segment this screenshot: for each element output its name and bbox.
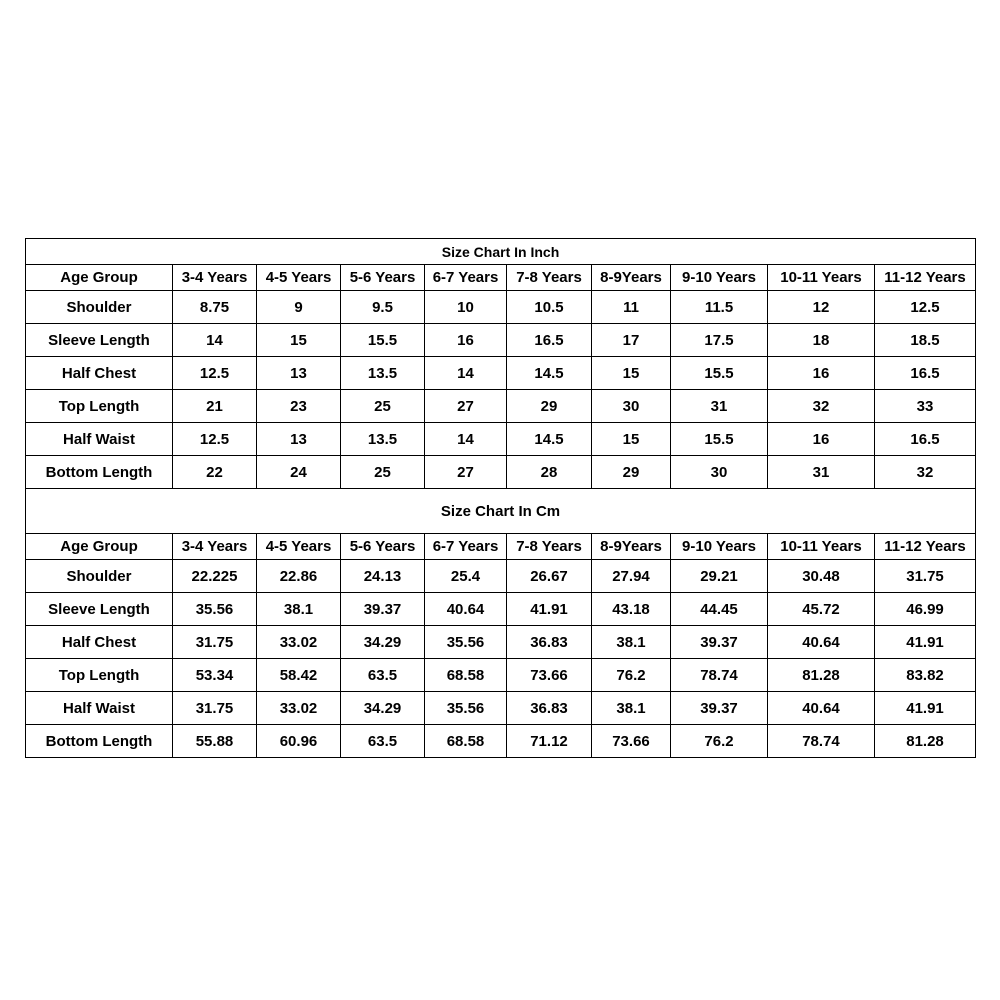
measurement-value-cell: 73.66: [507, 659, 592, 692]
measurement-value-cell: 13: [257, 357, 341, 390]
measurement-value-cell: 41.91: [875, 692, 976, 725]
measurement-value-cell: 11.5: [671, 291, 768, 324]
measurement-value-cell: 60.96: [257, 725, 341, 758]
measurement-value-cell: 78.74: [768, 725, 875, 758]
header-age-cell: 11-12 Years: [875, 534, 976, 560]
measurement-value-cell: 22.225: [173, 560, 257, 593]
measurement-label-cell: Sleeve Length: [26, 593, 173, 626]
measurement-value-cell: 33: [875, 390, 976, 423]
measurement-value-cell: 17.5: [671, 324, 768, 357]
table-row: [26, 291, 976, 324]
header-age-cell: 10-11 Years: [768, 265, 875, 291]
measurement-label-cell: Half Waist: [26, 692, 173, 725]
measurement-value-cell: 39.37: [671, 626, 768, 659]
header-age-cell: 8-9Years: [592, 534, 671, 560]
measurement-value-cell: 45.72: [768, 593, 875, 626]
table-title: Size Chart In Cm: [26, 489, 976, 534]
measurement-value-cell: 27: [425, 390, 507, 423]
measurement-value-cell: 46.99: [875, 593, 976, 626]
measurement-value-cell: 38.1: [592, 692, 671, 725]
measurement-value-cell: 24: [257, 456, 341, 489]
measurement-value-cell: 55.88: [173, 725, 257, 758]
header-age-cell: 3-4 Years: [173, 265, 257, 291]
measurement-value-cell: 36.83: [507, 626, 592, 659]
measurement-value-cell: 30: [671, 456, 768, 489]
measurement-value-cell: 40.64: [768, 692, 875, 725]
measurement-value-cell: 31.75: [875, 560, 976, 593]
measurement-value-cell: 16.5: [507, 324, 592, 357]
table-row: [26, 560, 976, 593]
measurement-value-cell: 29: [592, 456, 671, 489]
measurement-value-cell: 81.28: [875, 725, 976, 758]
measurement-value-cell: 29.21: [671, 560, 768, 593]
measurement-value-cell: 76.2: [592, 659, 671, 692]
measurement-value-cell: 73.66: [592, 725, 671, 758]
measurement-value-cell: 16.5: [875, 357, 976, 390]
header-age-cell: 10-11 Years: [768, 534, 875, 560]
measurement-value-cell: 17: [592, 324, 671, 357]
measurement-label-cell: Top Length: [26, 390, 173, 423]
measurement-value-cell: 18: [768, 324, 875, 357]
measurement-value-cell: 23: [257, 390, 341, 423]
measurement-value-cell: 15.5: [341, 324, 425, 357]
measurement-value-cell: 8.75: [173, 291, 257, 324]
measurement-value-cell: 14: [425, 423, 507, 456]
measurement-value-cell: 15.5: [671, 357, 768, 390]
measurement-label-cell: Top Length: [26, 659, 173, 692]
measurement-value-cell: 16: [768, 423, 875, 456]
header-age-cell: 6-7 Years: [425, 534, 507, 560]
header-label-cell: Age Group: [26, 265, 173, 291]
measurement-value-cell: 13: [257, 423, 341, 456]
measurement-label-cell: Half Chest: [26, 357, 173, 390]
measurement-value-cell: 10: [425, 291, 507, 324]
measurement-value-cell: 12.5: [875, 291, 976, 324]
measurement-value-cell: 41.91: [507, 593, 592, 626]
measurement-value-cell: 10.5: [507, 291, 592, 324]
size-chart: [25, 238, 975, 758]
measurement-value-cell: 34.29: [341, 626, 425, 659]
header-row: [26, 534, 976, 560]
header-age-cell: 4-5 Years: [257, 534, 341, 560]
measurement-value-cell: 12.5: [173, 357, 257, 390]
measurement-value-cell: 53.34: [173, 659, 257, 692]
measurement-value-cell: 31: [768, 456, 875, 489]
measurement-label-cell: Sleeve Length: [26, 324, 173, 357]
header-age-cell: 7-8 Years: [507, 265, 592, 291]
measurement-label-cell: Bottom Length: [26, 725, 173, 758]
measurement-value-cell: 33.02: [257, 692, 341, 725]
table-title: Size Chart In Inch: [26, 239, 976, 265]
measurement-label-cell: Half Chest: [26, 626, 173, 659]
measurement-value-cell: 30: [592, 390, 671, 423]
measurement-value-cell: 12: [768, 291, 875, 324]
table-row: [26, 725, 976, 758]
measurement-value-cell: 14.5: [507, 423, 592, 456]
header-age-cell: 4-5 Years: [257, 265, 341, 291]
measurement-value-cell: 15: [592, 357, 671, 390]
measurement-value-cell: 24.13: [341, 560, 425, 593]
measurement-value-cell: 32: [875, 456, 976, 489]
measurement-value-cell: 39.37: [341, 593, 425, 626]
measurement-value-cell: 9.5: [341, 291, 425, 324]
measurement-value-cell: 14: [425, 357, 507, 390]
measurement-value-cell: 22.86: [257, 560, 341, 593]
measurement-value-cell: 21: [173, 390, 257, 423]
table-row: [26, 593, 976, 626]
size-chart-table: [25, 238, 976, 758]
header-age-cell: 5-6 Years: [341, 265, 425, 291]
measurement-value-cell: 71.12: [507, 725, 592, 758]
measurement-value-cell: 16: [768, 357, 875, 390]
measurement-value-cell: 68.58: [425, 659, 507, 692]
measurement-value-cell: 27.94: [592, 560, 671, 593]
measurement-value-cell: 31.75: [173, 692, 257, 725]
measurement-value-cell: 43.18: [592, 593, 671, 626]
measurement-value-cell: 78.74: [671, 659, 768, 692]
measurement-label-cell: Half Waist: [26, 423, 173, 456]
measurement-value-cell: 58.42: [257, 659, 341, 692]
table-row: [26, 423, 976, 456]
measurement-value-cell: 28: [507, 456, 592, 489]
measurement-value-cell: 25: [341, 456, 425, 489]
measurement-value-cell: 27: [425, 456, 507, 489]
measurement-value-cell: 13.5: [341, 357, 425, 390]
measurement-value-cell: 38.1: [592, 626, 671, 659]
measurement-value-cell: 35.56: [425, 626, 507, 659]
measurement-value-cell: 63.5: [341, 725, 425, 758]
table-title-row: [26, 489, 976, 534]
measurement-label-cell: Shoulder: [26, 560, 173, 593]
measurement-value-cell: 63.5: [341, 659, 425, 692]
measurement-value-cell: 18.5: [875, 324, 976, 357]
measurement-value-cell: 32: [768, 390, 875, 423]
measurement-value-cell: 35.56: [173, 593, 257, 626]
header-label-cell: Age Group: [26, 534, 173, 560]
measurement-value-cell: 41.91: [875, 626, 976, 659]
measurement-label-cell: Bottom Length: [26, 456, 173, 489]
header-age-cell: 6-7 Years: [425, 265, 507, 291]
header-age-cell: 8-9Years: [592, 265, 671, 291]
header-row: [26, 265, 976, 291]
measurement-value-cell: 15: [257, 324, 341, 357]
measurement-value-cell: 44.45: [671, 593, 768, 626]
measurement-value-cell: 13.5: [341, 423, 425, 456]
measurement-value-cell: 14: [173, 324, 257, 357]
measurement-value-cell: 34.29: [341, 692, 425, 725]
measurement-value-cell: 76.2: [671, 725, 768, 758]
table-title-row: [26, 239, 976, 265]
measurement-value-cell: 33.02: [257, 626, 341, 659]
measurement-value-cell: 35.56: [425, 692, 507, 725]
measurement-value-cell: 36.83: [507, 692, 592, 725]
measurement-value-cell: 40.64: [425, 593, 507, 626]
table-row: [26, 692, 976, 725]
measurement-value-cell: 81.28: [768, 659, 875, 692]
header-age-cell: 5-6 Years: [341, 534, 425, 560]
table-row: [26, 659, 976, 692]
measurement-value-cell: 40.64: [768, 626, 875, 659]
measurement-value-cell: 14.5: [507, 357, 592, 390]
header-age-cell: 9-10 Years: [671, 265, 768, 291]
measurement-value-cell: 11: [592, 291, 671, 324]
measurement-value-cell: 16.5: [875, 423, 976, 456]
measurement-value-cell: 31.75: [173, 626, 257, 659]
header-age-cell: 7-8 Years: [507, 534, 592, 560]
measurement-value-cell: 68.58: [425, 725, 507, 758]
table-row: [26, 456, 976, 489]
measurement-value-cell: 22: [173, 456, 257, 489]
measurement-value-cell: 39.37: [671, 692, 768, 725]
measurement-value-cell: 15: [592, 423, 671, 456]
measurement-value-cell: 12.5: [173, 423, 257, 456]
measurement-value-cell: 29: [507, 390, 592, 423]
header-age-cell: 9-10 Years: [671, 534, 768, 560]
measurement-value-cell: 26.67: [507, 560, 592, 593]
measurement-value-cell: 38.1: [257, 593, 341, 626]
measurement-value-cell: 83.82: [875, 659, 976, 692]
measurement-value-cell: 30.48: [768, 560, 875, 593]
measurement-label-cell: Shoulder: [26, 291, 173, 324]
header-age-cell: 11-12 Years: [875, 265, 976, 291]
header-age-cell: 3-4 Years: [173, 534, 257, 560]
table-row: [26, 324, 976, 357]
table-row: [26, 390, 976, 423]
table-row: [26, 357, 976, 390]
measurement-value-cell: 9: [257, 291, 341, 324]
measurement-value-cell: 15.5: [671, 423, 768, 456]
measurement-value-cell: 16: [425, 324, 507, 357]
measurement-value-cell: 25.4: [425, 560, 507, 593]
measurement-value-cell: 31: [671, 390, 768, 423]
table-row: [26, 626, 976, 659]
measurement-value-cell: 25: [341, 390, 425, 423]
